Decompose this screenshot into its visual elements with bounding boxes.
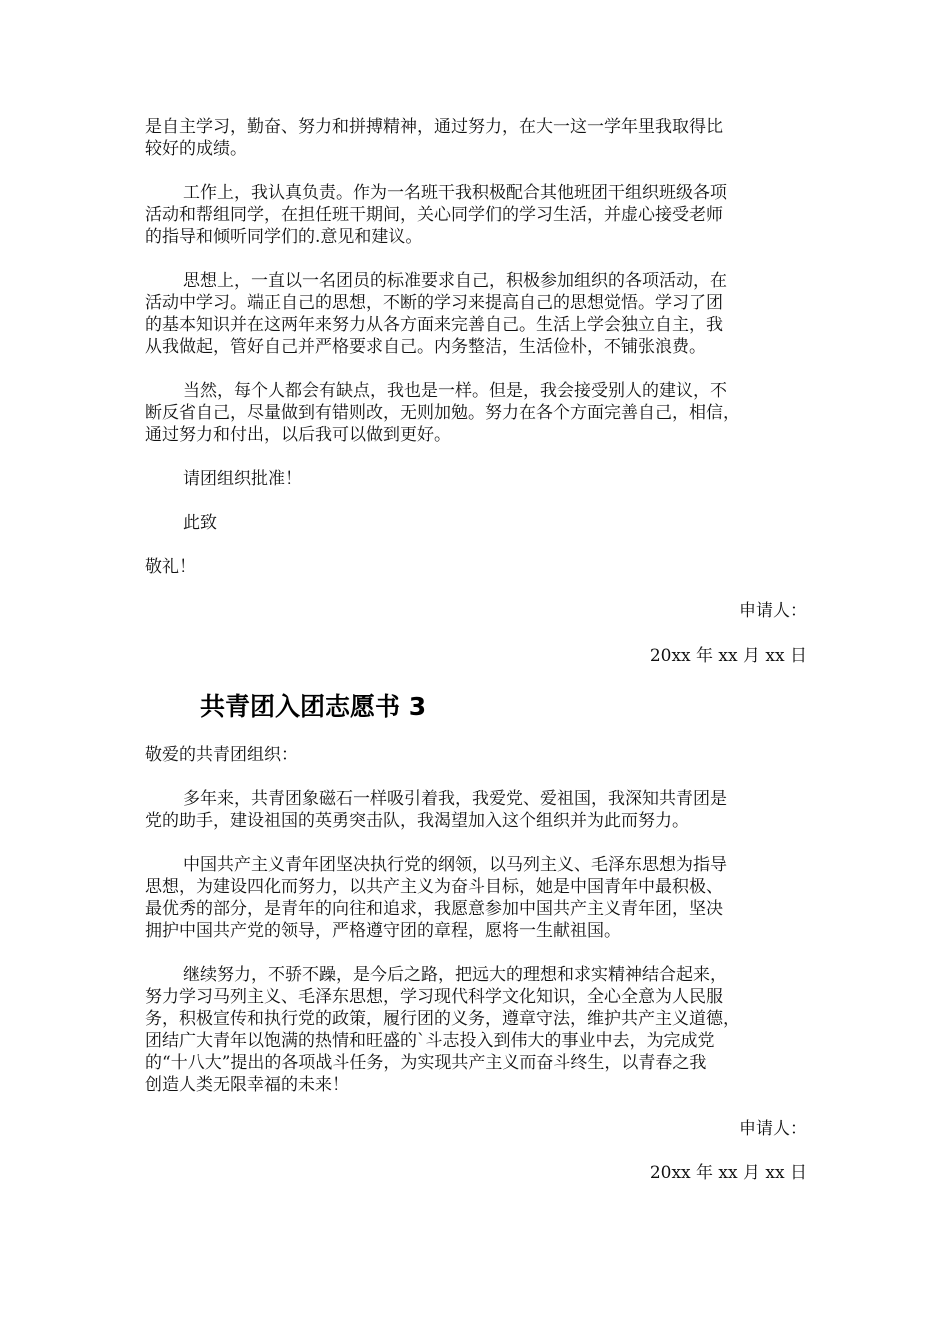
text-line: 中国共产主义青年团坚决执行党的纲领，以马列主义、毛泽东思想为指导 [183, 855, 727, 875]
date-line: 20xx 年 xx 月 xx 日 [649, 1163, 807, 1183]
regards-line: 敬礼！ [145, 557, 196, 577]
paragraph-commitment [145, 964, 809, 1096]
text-line: 的指导和倾听同学们的.意见和建议。 [145, 227, 423, 247]
applicant-label: 申请人： [739, 601, 807, 621]
text-line: 最优秀的部分，是青年的向往和追求，我愿意参加中国共产主义青年团，坚决 [145, 899, 723, 919]
text-line: 多年来，共青团象磁石一样吸引着我，我爱党、爱祖国，我深知共青团是 [183, 789, 727, 809]
text-line: 从我做起，管好自己并严格要求自己。内务整洁，生活俭朴，不铺张浪费。 [145, 337, 706, 357]
text-line: 努力学习马列主义、毛泽东思想，学习现代科学文化知识，全心全意为人民服 [145, 987, 723, 1007]
paragraph-league [145, 854, 809, 942]
text-line: 思想上，一直以一名团员的标准要求自己，积极参加组织的各项活动，在 [183, 271, 727, 291]
text-line: 活动中学习。端正自己的思想，不断的学习来提高自己的思想觉悟。学习了团 [145, 293, 723, 313]
text-line: 继续努力，不骄不躁，是今后之路，把远大的理想和求实精神结合起来， [183, 965, 727, 985]
paragraph-study [145, 116, 809, 160]
text-line: 活动和帮组同学，在担任班干期间，关心同学们的学习生活，并虚心接受老师 [145, 205, 723, 225]
request-line: 请团组织批准！ [183, 469, 302, 489]
applicant-label: 申请人： [739, 1119, 807, 1139]
salute-line: 此致 [183, 513, 217, 533]
text-line: 团结广大青年以饱满的热情和旺盛的`斗志投入到伟大的事业中去，为完成党 [145, 1031, 715, 1051]
text-line: 思想，为建设四化而努力，以共产主义为奋斗目标，她是中国青年中最积极、 [145, 877, 723, 897]
text-line: 的基本知识并在这两年来努力从各方面来完善自己。生活上学会独立自主，我 [145, 315, 723, 335]
text-line: 是自主学习，勤奋、努力和拼搏精神，通过努力，在大一这一学年里我取得比 [145, 117, 723, 137]
greeting-line: 敬爱的共青团组织： [145, 745, 298, 765]
paragraph-shortcomings [145, 380, 809, 446]
text-line: 务，积极宣传和执行党的政策，履行团的义务，遵章守法，维护共产主义道德， [145, 1009, 740, 1029]
text-line: 拥护中国共产党的领导，严格遵守团的章程，愿将一生献祖国。 [145, 921, 621, 941]
text-line: 通过努力和付出，以后我可以做到更好。 [145, 425, 451, 445]
text-line: 断反省自己，尽量做到有错则改，无则加勉。努力在各个方面完善自己，相信， [145, 403, 740, 423]
paragraph-attraction [145, 788, 809, 832]
text-line: 的“十八大”提出的各项战斗任务，为实现共产主义而奋斗终生，以青春之我 [145, 1053, 707, 1073]
section-title: 共青团入团志愿书 3 [200, 692, 427, 721]
text-line: 当然，每个人都会有缺点，我也是一样。但是，我会接受别人的建议，不 [183, 381, 727, 401]
paragraph-thought [145, 270, 809, 358]
date-line: 20xx 年 xx 月 xx 日 [649, 646, 807, 666]
text-line: 党的助手，建设祖国的英勇突击队，我渴望加入这个组织并为此而努力。 [145, 811, 689, 831]
paragraph-work [145, 182, 809, 248]
text-line: 工作上，我认真负责。作为一名班干我积极配合其他班团干组织班级各项 [183, 183, 727, 203]
text-line: 创造人类无限幸福的未来！ [145, 1075, 349, 1095]
text-line: 较好的成绩。 [145, 139, 247, 159]
